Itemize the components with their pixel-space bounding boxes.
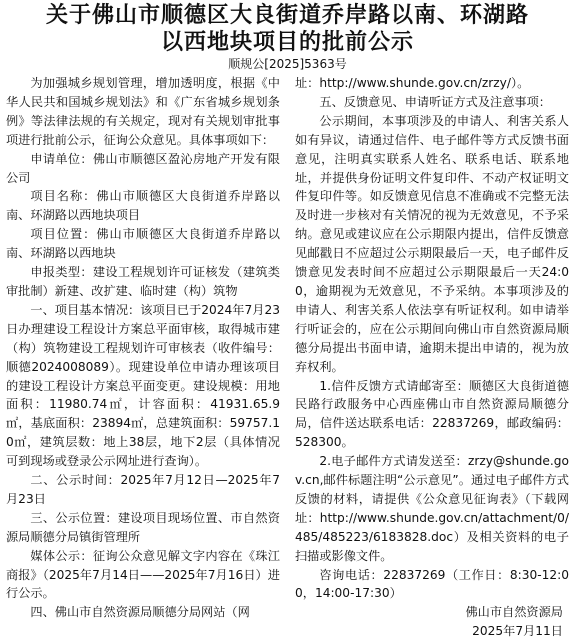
paragraph: 媒体公示：征询公众意见解文字内容在《珠江商报》（2025年7月14日——2025年7月16日）进行公示。 [6,548,280,601]
paragraph: 申请单位：佛山市顺德区盈沁房地产开发有限公司 [6,151,280,185]
paragraph: 1.信件反馈方式请邮寄至：顺德区大良街道德民路行政服务中心西座佛山市自然资源局顺德分局，信件送达联系电话：22837269，邮政编码：528300。 [295,378,569,450]
paragraph: 申报类型：建设工程规划许可证核发（建筑类审批制）新建、改扩建、临时建（构）筑物 [6,265,280,298]
left-column [6,74,280,641]
paragraph: 公示期间，本事项涉及的申请人、利害关系人如有异议，请通过信件、电子邮件等方式反馈书面意见，注明真实联系人姓名、联系电话、联系地址，并提供身份证明文件复印件、不动产权证明文件复印件等。如反馈意见信息不准确或不完整无法及时进一步核对有关情况的视为无效意见，不予采纳。意见或建议应在公示期限内提出，信件反馈意见邮戳日不应超过公示期限最后一天，电子邮件反馈意见发表时间不应超过公示期限最后一天24:00，逾期视为无效意见，不予采纳。本事项涉及的申请人、利害关系人依法享有听证权利。如申请举行听证会的，应在公示期间向佛山市自然资源局顺德分局提出书面申请，逾期未提出申请的，视为放弃权利。 [295,113,569,374]
signature-date: 2025年7月11日 [472,624,563,639]
title-line-2: 以西地块项目的批前公示 [160,30,414,55]
paragraph: 一、项目基本情况：该项目已于2024年7月23日办理建设工程设计方案总平面审核，取得城市建（构）筑物建设工程规划许可审核表（收件编号：顺德2024008089）。现建设单位申请办理该项目的建设工程设计方案总平面变更。建设规模：用地面积：11980.74㎡，计容面积：41931.65.9㎡，基底面积：23894㎡，总建筑面积：59757.10㎡，建筑层数：地上38层，地下2层（具体情况可到现场或登录公示网址进行查询）。 [6,302,280,469]
title-line-1: 关于佛山市顺德区大良街道乔岸路以南、环湖路 [45,3,529,28]
right-column [295,74,569,641]
notice-title [6,2,569,56]
paragraph: 五、反馈意见、申请听证方式及注意事项： [319,94,551,109]
paragraph: 四、佛山市自然资源局顺德分局网站（网 [30,605,250,620]
body-columns [6,74,569,641]
paragraph: 三、公示位置：建设项目现场位置、市自然资源局顺德分局镇街管理所 [6,510,280,544]
paragraph: 咨询电话：22837269（工作日：8:30-12:00，14:00-17:30） [295,567,569,601]
paragraph: 为加强城乡规划管理，增加透明度，根据《中华人民共和国城乡规划法》和《广东省城乡规划条例》等法律法规的有关规定，现对有关规划审批事项进行批前公示，征询公众意见。具体事项如下： [6,76,280,147]
paragraph: 2.电子邮件方式请发送至：zrzy@shunde.gov.cn,邮件标题注明“公示意见”。通过电子邮件方式反馈的材料，请提供《公众意见征询表》（下载网址：http://www.shunde.gov.cn/attachment/0/485/485223/6183828.doc）及相关资料的电子扫描或影像文件。 [295,454,569,563]
signature-org: 佛山市自然资源局 [465,605,563,620]
paragraph: 项目名称：佛山市顺德区大良街道乔岸路以南、环湖路以西地块项目 [6,189,280,223]
paragraph: 二、公示时间：2025年7月12日—2025年7月23日 [6,473,280,506]
paragraph: 项目位置：佛山市顺德区大良街道乔岸路以南、环湖路以西地块 [6,227,280,261]
paragraph: 址：http://www.shunde.gov.cn/zrzy/）。 [295,76,530,90]
document-number: 顺规公[2025]5363号 [228,57,347,71]
